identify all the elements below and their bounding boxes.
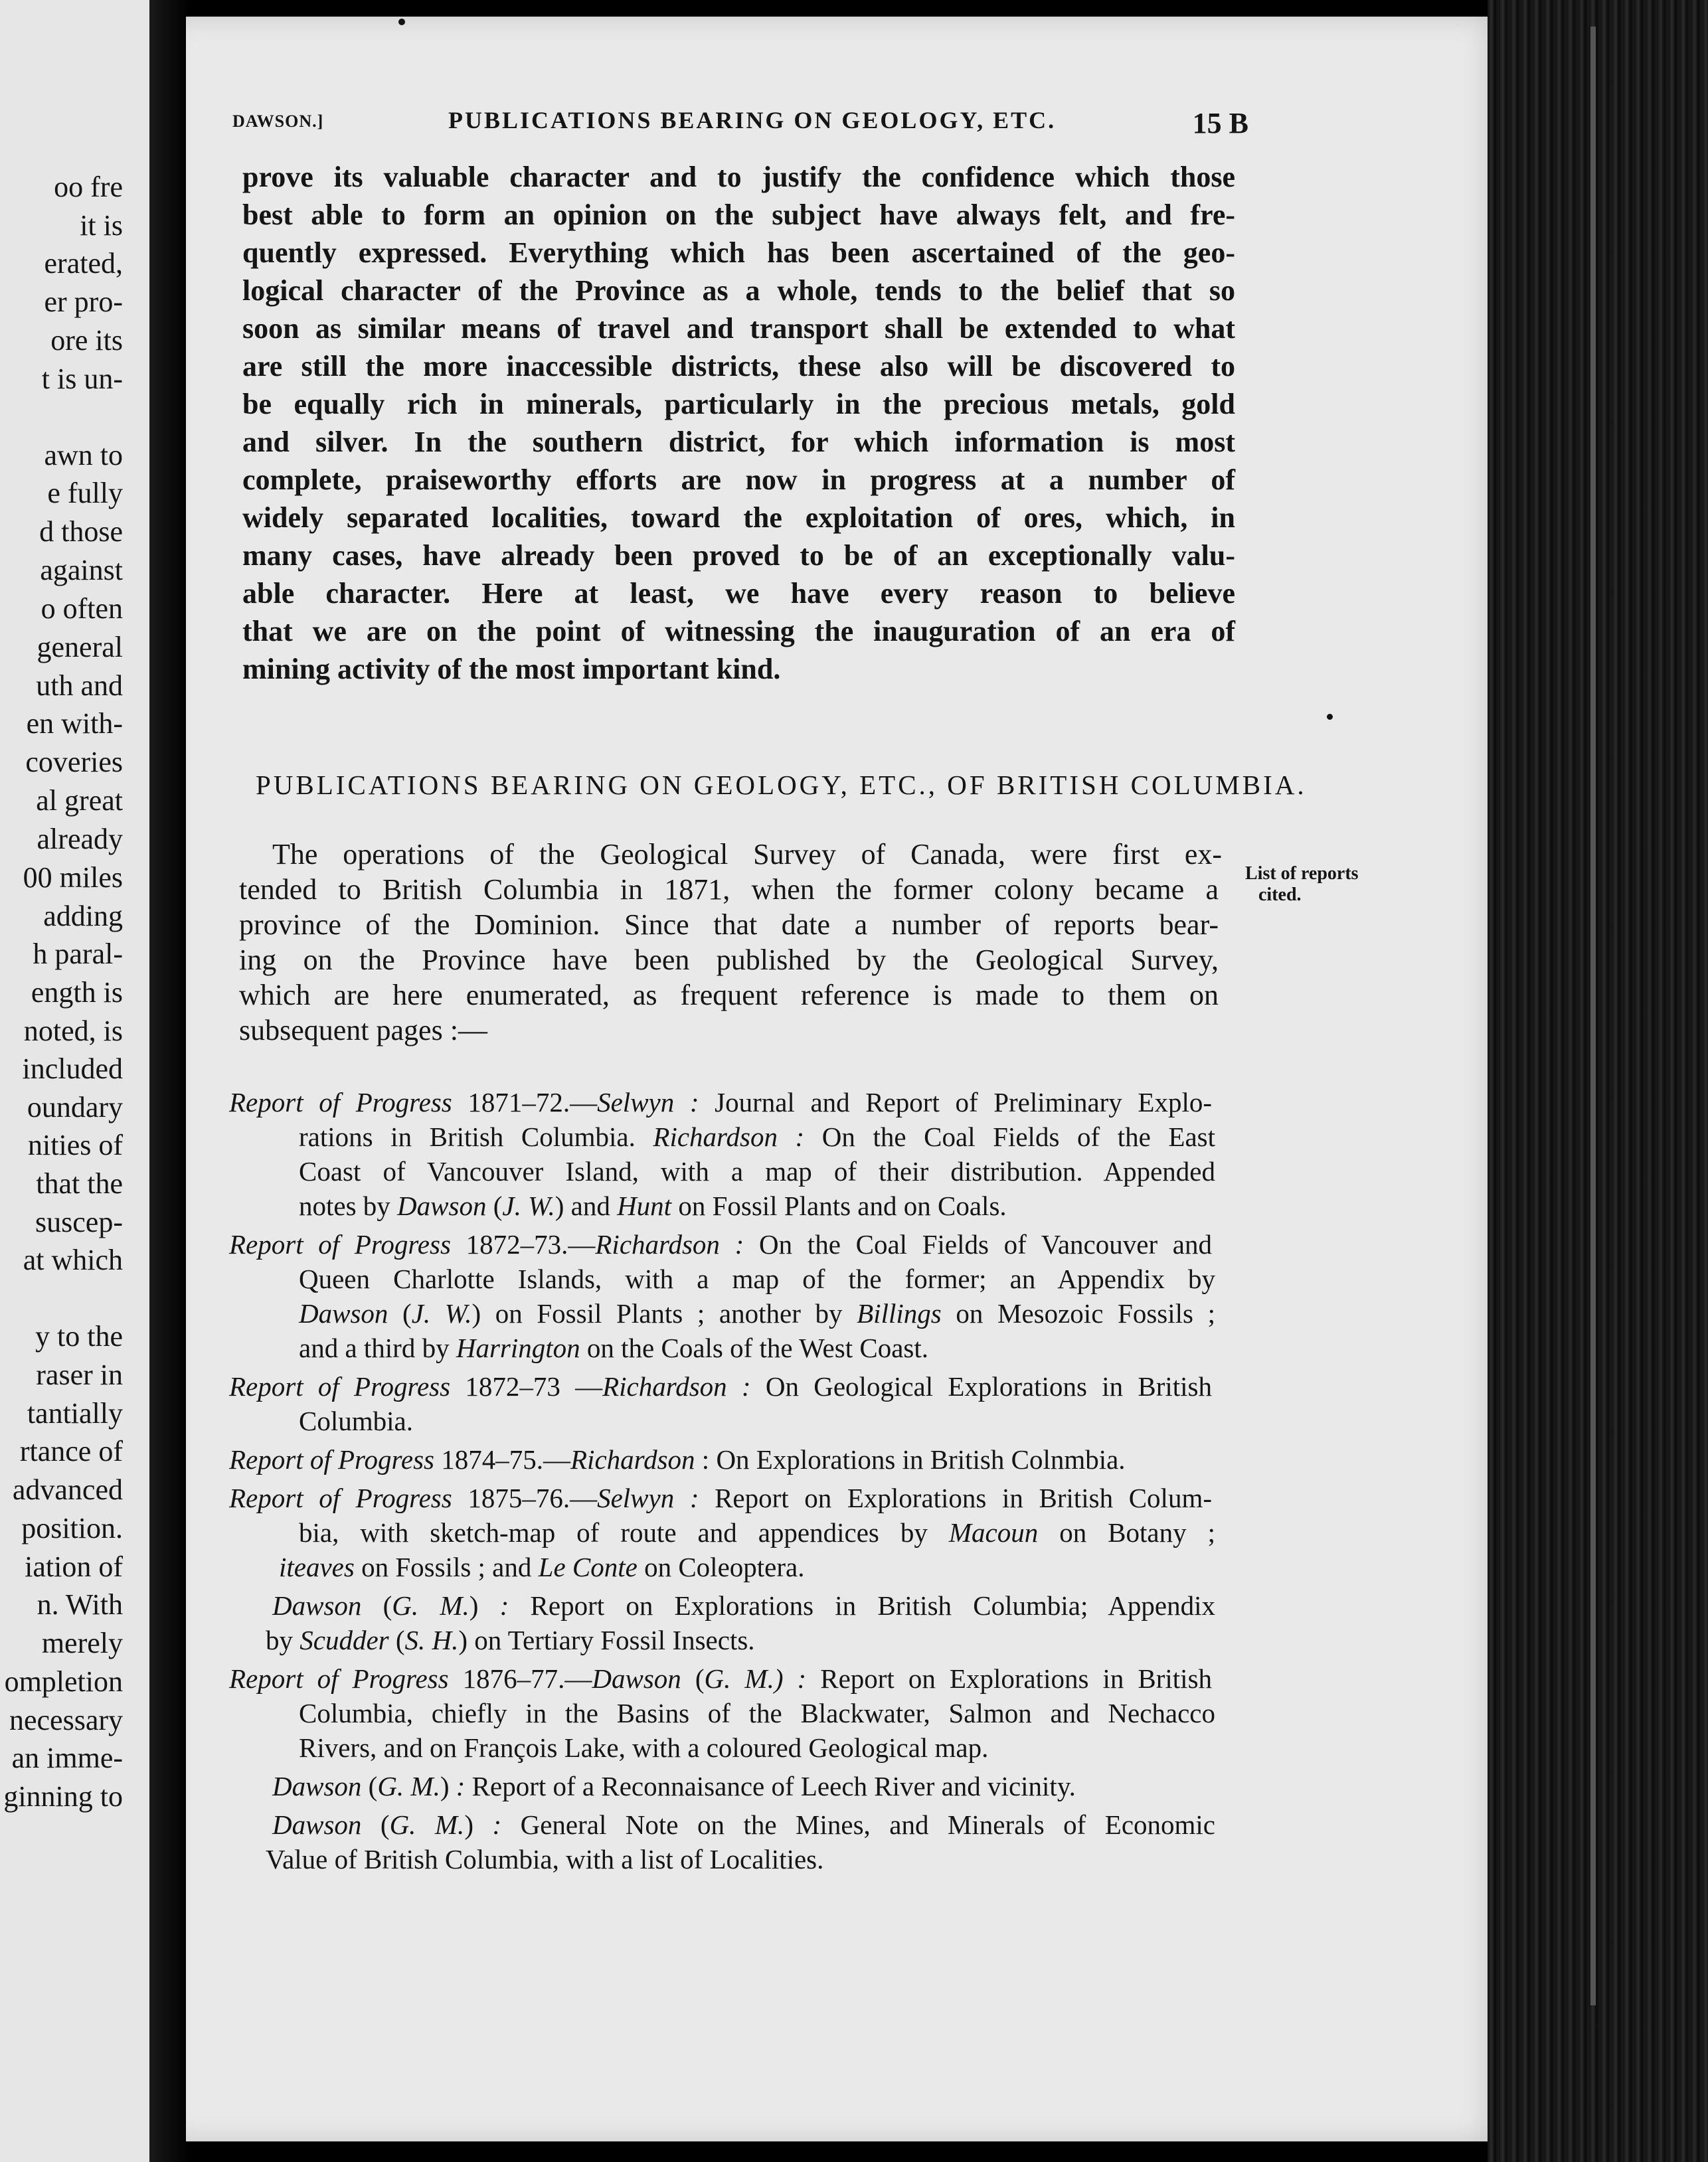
reference-line bbox=[279, 1554, 1209, 1581]
paragraph-line: best able to form an opinion on the subject have always felt, and fre- bbox=[242, 199, 1235, 231]
paragraph-line: mining activity of the most important kind. bbox=[242, 653, 781, 685]
reference-text: 1872–73 — bbox=[450, 1371, 603, 1402]
page-number: 15 B bbox=[1192, 107, 1248, 139]
reference-italic-text: Dawson bbox=[397, 1191, 487, 1221]
previous-page-line: an imme- bbox=[11, 1742, 123, 1774]
previous-page-line: iation of bbox=[25, 1550, 123, 1583]
reference-italic-text: Scudder bbox=[299, 1625, 389, 1655]
reference-line bbox=[229, 1089, 1212, 1116]
paragraph-line: be equally rich in minerals, particularly in the precious metals, gold bbox=[242, 388, 1235, 420]
reference-text: Coast of Vancouver Island, with a map of their distribution. Appended bbox=[299, 1156, 1215, 1187]
reference-italic-text: Dawson bbox=[272, 1809, 362, 1840]
reference-text: 1871–72.— bbox=[452, 1087, 598, 1118]
reference-text: ( bbox=[361, 1809, 390, 1840]
running-head-author: DAWSON.] bbox=[232, 112, 324, 131]
reference-text: Columbia. bbox=[299, 1406, 413, 1436]
reference-italic-text: Richardson : bbox=[595, 1229, 744, 1260]
previous-page-line: rtance of bbox=[19, 1435, 123, 1467]
previous-page-line: en with- bbox=[26, 707, 123, 740]
previous-page-line: e fully bbox=[47, 477, 123, 509]
reference-text: ) bbox=[469, 1590, 500, 1621]
previous-page-line: necessary bbox=[9, 1704, 123, 1736]
paragraph-line: province of the Dominion. Since that date a number of reports bear- bbox=[239, 908, 1219, 941]
reference-italic-text: Selwyn : bbox=[597, 1087, 699, 1118]
reference-italic-text: Richardson bbox=[570, 1444, 695, 1475]
paragraph-line: quently expressed. Everything which has been ascertained of the geo- bbox=[242, 236, 1235, 269]
reference-line bbox=[266, 1627, 1209, 1654]
paragraph-line: prove its valuable character and to justify the confidence which those bbox=[242, 161, 1235, 193]
reference-line bbox=[299, 1335, 1215, 1362]
reference-line bbox=[229, 1485, 1212, 1512]
previous-page-line: o often bbox=[41, 592, 123, 625]
reference-italic-text: Report of Progress bbox=[229, 1444, 435, 1475]
previous-page-line: ginning to bbox=[3, 1780, 123, 1813]
previous-page-line: y to the bbox=[35, 1320, 123, 1353]
margin-note bbox=[1245, 863, 1359, 906]
reference-line bbox=[229, 1446, 1212, 1473]
previous-page-line: al great bbox=[36, 784, 123, 817]
margin-note-line: List of reports bbox=[1245, 863, 1359, 884]
paragraph-line: which are here enumerated, as frequent reference is made to them on bbox=[239, 979, 1219, 1011]
reference-text: ( bbox=[388, 1298, 412, 1329]
reference-italic-text: Report of Progress bbox=[229, 1087, 452, 1118]
previous-page-line: general bbox=[37, 631, 123, 663]
reference-italic-text: Report of Progress bbox=[229, 1371, 451, 1402]
reference-text: 1874–75.— bbox=[434, 1444, 571, 1475]
book-fore-edge bbox=[1488, 0, 1708, 2162]
previous-page-line: against bbox=[40, 554, 123, 586]
reference-line bbox=[299, 1123, 1215, 1151]
reference-text: Value of British Columbia, with a list of Localities. bbox=[266, 1844, 824, 1874]
reference-italic-text: Selwyn : bbox=[597, 1483, 699, 1513]
margin-note-line: cited. bbox=[1258, 884, 1302, 906]
previous-page-line: 00 miles bbox=[23, 861, 123, 894]
reference-text: 1872–73.— bbox=[450, 1229, 596, 1260]
paragraph-line: The operations of the Geological Survey of Canada, were first ex- bbox=[272, 838, 1222, 871]
reference-italic-text: Dawson bbox=[592, 1663, 681, 1694]
section-title: PUBLICATIONS BEARING ON GEOLOGY, ETC., OF BRITISH COLUMBIA. bbox=[256, 770, 1307, 800]
reference-text: Columbia, chiefly in the Basins of the Blackwater, Salmon and Nechacco bbox=[299, 1698, 1215, 1728]
reference-italic-text: G. M. bbox=[392, 1590, 470, 1621]
previous-page-line: awn to bbox=[44, 439, 123, 471]
reference-text: : On Explorations in British Colnmbia. bbox=[695, 1444, 1126, 1475]
reference-italic-text: Report of Progress bbox=[229, 1663, 449, 1694]
reference-italic-text: Report of Progress bbox=[229, 1483, 452, 1513]
previous-page-line: at which bbox=[23, 1244, 123, 1276]
reference-italic-text: Le Conte bbox=[538, 1552, 638, 1582]
reference-italic-text: J. W. bbox=[411, 1298, 472, 1329]
paragraph-line: logical character of the Province as a whole, tends to the belief that so bbox=[242, 274, 1235, 307]
fore-edge-highlight bbox=[1590, 27, 1596, 2005]
reference-text: On Geological Explorations in British bbox=[750, 1371, 1212, 1402]
previous-page-fragment bbox=[0, 0, 149, 2162]
previous-page-line: nities of bbox=[28, 1129, 123, 1161]
previous-page-line: er pro- bbox=[44, 286, 123, 318]
reference-line bbox=[299, 1266, 1215, 1293]
reference-text: on Botany ; bbox=[1038, 1517, 1215, 1548]
previous-page-line: uth and bbox=[36, 669, 123, 702]
previous-page-line: ompletion bbox=[4, 1665, 123, 1698]
previous-page-line: oundary bbox=[27, 1091, 123, 1123]
previous-page-line: position. bbox=[21, 1512, 123, 1544]
reference-text: 1876–77.— bbox=[448, 1663, 592, 1694]
paragraph-line: widely separated localities, toward the exploitation of ores, which, in bbox=[242, 501, 1235, 534]
reference-line bbox=[229, 1231, 1212, 1258]
previous-page-line: d those bbox=[39, 515, 123, 548]
reference-text: ( bbox=[361, 1590, 392, 1621]
reference-text: on the Coals of the West Coast. bbox=[580, 1333, 928, 1363]
running-head-title: PUBLICATIONS BEARING ON GEOLOGY, ETC. bbox=[448, 107, 1057, 133]
previous-page-line: t is un- bbox=[41, 363, 123, 395]
reference-italic-text: iteaves bbox=[279, 1552, 355, 1582]
ink-speck bbox=[398, 19, 405, 25]
paragraph-line: subsequent pages :— bbox=[239, 1014, 487, 1046]
previous-page-line: adding bbox=[43, 900, 123, 932]
previous-page-line: ore its bbox=[50, 324, 123, 357]
reference-text: and a third by bbox=[299, 1333, 456, 1363]
reference-italic-text: Report of Progress bbox=[229, 1229, 451, 1260]
reference-line bbox=[299, 1408, 1215, 1435]
reference-text: Report of a Reconnaisance of Leech River and vicinity. bbox=[465, 1771, 1076, 1801]
previous-page-line: noted, is bbox=[23, 1015, 123, 1047]
reference-text: notes by bbox=[299, 1191, 398, 1221]
previous-page-line: h paral- bbox=[33, 938, 123, 970]
reference-text: bia, with sketch-map of route and appendices by bbox=[299, 1517, 949, 1548]
paragraph-line: are still the more inaccessible districts, these also will be discovered to bbox=[242, 350, 1235, 382]
ink-speck bbox=[1327, 714, 1333, 720]
reference-text: On the Coal Fields of the East bbox=[804, 1122, 1215, 1152]
reference-italic-text: S. H. bbox=[404, 1625, 459, 1655]
paragraph-line: complete, praiseworthy efforts are now in progress at a number of bbox=[242, 463, 1235, 496]
reference-italic-text: Dawson bbox=[272, 1771, 362, 1801]
reference-italic-text: Dawson bbox=[272, 1590, 362, 1621]
reference-text: ( bbox=[486, 1191, 503, 1221]
previous-page-line: raser in bbox=[36, 1359, 123, 1391]
reference-text: ) bbox=[440, 1771, 456, 1801]
previous-page-line: advanced bbox=[12, 1473, 123, 1506]
reference-italic-text: Dawson bbox=[299, 1298, 388, 1329]
reference-line bbox=[229, 1373, 1212, 1400]
reference-italic-text: Harrington bbox=[456, 1333, 580, 1363]
reference-italic-text: : bbox=[499, 1590, 509, 1621]
reference-line bbox=[299, 1519, 1215, 1546]
previous-page-line: ength is bbox=[31, 976, 123, 1009]
reference-italic-text: G. M. bbox=[377, 1771, 440, 1801]
reference-italic-text: G. M. bbox=[704, 1663, 774, 1694]
previous-page-line: merely bbox=[41, 1627, 123, 1659]
previous-page-line: n. With bbox=[37, 1588, 123, 1621]
paragraph-line: ing on the Province have been published by the Geological Survey, bbox=[239, 944, 1219, 976]
reference-line bbox=[272, 1773, 1215, 1800]
reference-text: General Note on the Mines, and Minerals of Economic bbox=[501, 1809, 1216, 1840]
previous-page-line: included bbox=[22, 1052, 123, 1085]
previous-page-line: it is bbox=[80, 209, 123, 242]
paragraph-line: able character. Here at least, we have every reason to believe bbox=[242, 577, 1235, 610]
reference-text: Report on Explorations in British Colum- bbox=[699, 1483, 1212, 1513]
previous-page-line: suscep- bbox=[35, 1206, 123, 1238]
paragraph-line: and silver. In the southern district, for which information is most bbox=[242, 426, 1235, 458]
paragraph-line: many cases, have already been proved to be of an exceptionally valu- bbox=[242, 539, 1235, 572]
reference-text: Journal and Report of Preliminary Explo- bbox=[699, 1087, 1212, 1118]
reference-text: Queen Charlotte Islands, with a map of the former; an Appendix by bbox=[299, 1264, 1215, 1294]
reference-text: On the Coal Fields of Vancouver and bbox=[744, 1229, 1213, 1260]
reference-text: ) and bbox=[555, 1191, 618, 1221]
previous-page-line: tantially bbox=[27, 1397, 123, 1430]
reference-line bbox=[272, 1592, 1215, 1620]
reference-italic-text: : bbox=[492, 1809, 502, 1840]
reference-text: on Fossil Plants and on Coals. bbox=[671, 1191, 1007, 1221]
reference-text: ) on Tertiary Fossil Insects. bbox=[458, 1625, 755, 1655]
reference-italic-text: Hunt bbox=[617, 1191, 672, 1221]
reference-text: Report on Explorations in British Columbia; Appendix bbox=[509, 1590, 1215, 1621]
reference-italic-text: J. W. bbox=[502, 1191, 555, 1221]
reference-line bbox=[299, 1158, 1215, 1185]
reference-text: by bbox=[266, 1625, 300, 1655]
previous-page-line: coveries bbox=[25, 746, 123, 778]
paragraph-line: soon as similar means of travel and transport shall be extended to what bbox=[242, 312, 1235, 345]
reference-text: ( bbox=[681, 1663, 705, 1694]
reference-line bbox=[299, 1300, 1215, 1327]
previous-page-line: oo fre bbox=[54, 171, 123, 203]
reference-italic-text: Richardson : bbox=[602, 1371, 751, 1402]
previous-page-line: already bbox=[37, 823, 123, 855]
reference-text: ( bbox=[388, 1625, 405, 1655]
reference-italic-text: Richardson : bbox=[653, 1122, 805, 1152]
reference-italic-text: : bbox=[456, 1771, 466, 1801]
reference-line bbox=[229, 1665, 1212, 1693]
previous-page-line: that the bbox=[36, 1167, 123, 1200]
reference-line bbox=[272, 1811, 1215, 1839]
reference-text: on Fossils ; and bbox=[354, 1552, 539, 1582]
reference-text: ( bbox=[361, 1771, 378, 1801]
reference-text: Report on Explorations in British bbox=[806, 1663, 1213, 1694]
reference-italic-text: Macoun bbox=[948, 1517, 1039, 1548]
running-head bbox=[232, 106, 1248, 146]
reference-italic-text: Billings bbox=[857, 1298, 942, 1329]
reference-text: ) on Fossil Plants ; another by bbox=[471, 1298, 857, 1329]
reference-text: 1875–76.— bbox=[452, 1483, 598, 1513]
reference-line bbox=[299, 1734, 1215, 1762]
book-gutter bbox=[149, 0, 189, 2162]
reference-line bbox=[299, 1193, 1215, 1220]
paragraph-line: tended to British Columbia in 1871, when the former colony became a bbox=[239, 873, 1219, 906]
reference-text: on Coleoptera. bbox=[637, 1552, 805, 1582]
reference-line bbox=[266, 1846, 1209, 1873]
reference-italic-text: ) : bbox=[774, 1663, 807, 1694]
reference-text: on Mesozoic Fossils ; bbox=[941, 1298, 1216, 1329]
reference-text: ) bbox=[464, 1809, 493, 1840]
reference-text: Rivers, and on François Lake, with a coloured Geological map. bbox=[299, 1732, 989, 1763]
paragraph-line: that we are on the point of witnessing the inauguration of an era of bbox=[242, 615, 1235, 647]
previous-page-line: erated, bbox=[44, 247, 123, 280]
reference-line bbox=[299, 1700, 1215, 1727]
reference-italic-text: G. M. bbox=[389, 1809, 465, 1840]
reference-text: rations in British Columbia. bbox=[299, 1122, 653, 1152]
